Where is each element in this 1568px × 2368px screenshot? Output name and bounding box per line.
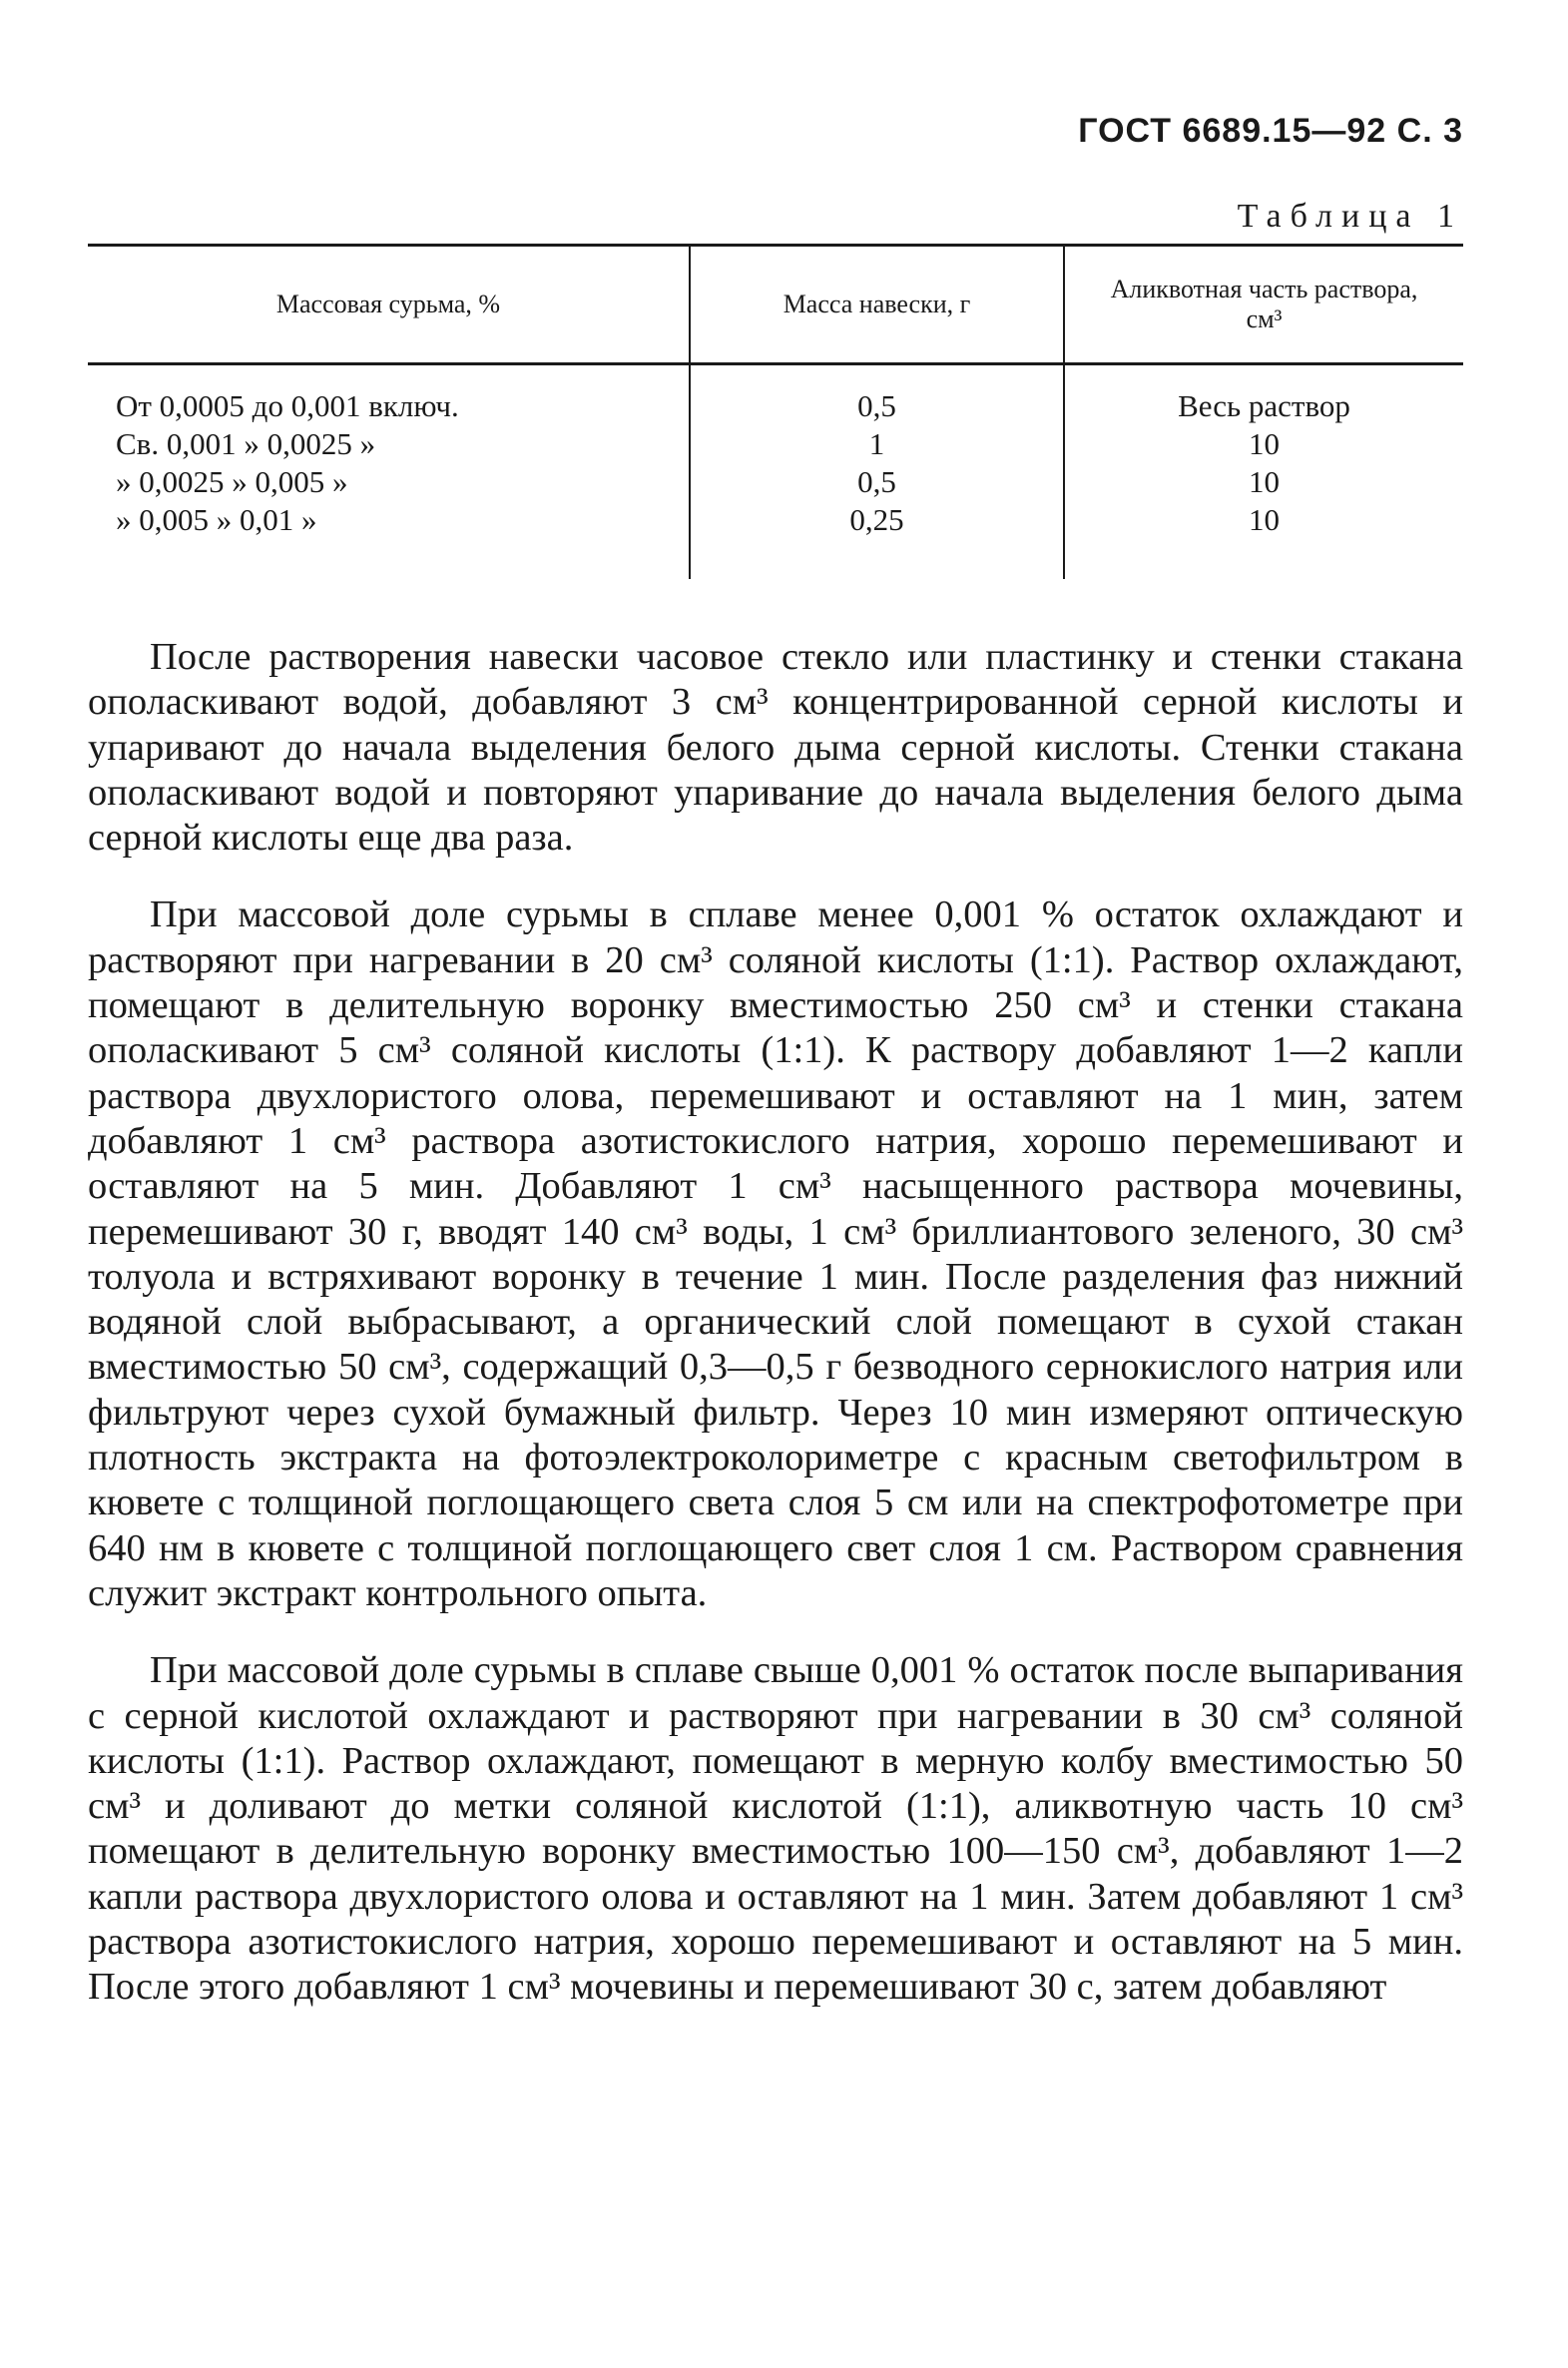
antimony-range-1: От 0,0005 до 0,001 включ. <box>116 388 459 423</box>
aliquot-header-text: Аликвотная часть раствора, см³ <box>1110 275 1418 333</box>
sample-mass-1: 0,5 <box>857 388 896 423</box>
sample-mass-4: 0,25 <box>849 502 904 537</box>
sample-mass-3: 0,5 <box>857 464 896 499</box>
column-header-aliquot <box>1064 246 1463 364</box>
antimony-range-cell <box>88 364 690 580</box>
paragraph: После растворения навески часовое стекло или пластинку и стенки стакана ополаскивают водой, добавляют 3 см³ концентрированной серной кислоты и упаривают до начала выделения белого дыма серной кислоты. Стенки стакана ополаскивают водой и повторяют упаривание до начала выделения белого дыма серной кислоты еще два раза. <box>88 636 1463 860</box>
antimony-range-2: Св. 0,001 » 0,0025 » <box>116 426 376 461</box>
sample-mass-2: 1 <box>868 426 885 461</box>
document-header: ГОСТ 6689.15—92 С. 3 <box>1078 112 1463 150</box>
aliquot-cell <box>1064 364 1463 580</box>
aliquot-3: 10 <box>1249 464 1280 499</box>
sample-mass-cell <box>690 364 1064 580</box>
aliquot-1: Весь раствор <box>1178 388 1350 423</box>
table-row <box>88 364 1463 580</box>
paragraph: При массовой доле сурьмы в сплаве свыше 0,001 % остаток после выпаривания с серной кислотой охлаждают и растворяют при нагревании в 30 см³ соляной кислоты (1:1). Раствор охлаждают, помещают в мерную колбу вместимостью 50 см³ и доливают до метки соляной кислотой (1:1), аликвотную часть 10 см³ помещают в делительную воронку вместимостью 100—150 см³, добавляют 1—2 капли раствора двухлористого олова и оставляют на 1 мин. Затем добавляют 1 см³ раствора азотистокислого натрия, хорошо перемешивают и оставляют на 5 мин. После этого добавляют 1 см³ мочевины и перемешивают 30 с, затем добавляют <box>88 1649 1463 2009</box>
data-table <box>88 244 1463 579</box>
paragraph: При массовой доле сурьмы в сплаве менее 0,001 % остаток охлаждают и растворяют при нагревании в 20 см³ соляной кислоты (1:1). Раствор охлаждают, помещают в делительную воронку вместимостью 250 см³ и стенки стакана ополаскивают 5 см³ соляной кислоты (1:1). К раствору добавляют 1—2 капли раствора двухлористого олова, перемешивают и оставляют на 1 мин, затем добавляют 1 см³ раствора азотистокислого натрия, хорошо перемешивают и оставляют на 5 мин. Добавляют 1 см³ насыщенного раствора мочевины, перемешивают 30 г, вводят 140 см³ воды, 1 см³ бриллиантового зеленого, 30 см³ толуола и встряхивают воронку в течение 1 мин. После разделения фаз нижний водяной слой выбрасывают, а органический слой помещают в сухой стакан вместимостью 50 см³, содержащий 0,3—0,5 г безводного сернокислого натрия или фильтруют через сухой бумажный фильтр. Через 10 мин измеряют оптическую плотность экстракта на фотоэлектроколориметре с красным светофильтром в кювете с толщиной поглощающего света слоя 5 см или на спектрофотометре при 640 нм в кювете с толщиной поглощающего свет слоя 1 см. Раствором сравнения служит экстракт контрольного опыта. <box>88 893 1463 1614</box>
antimony-range-3: » 0,0025 » 0,005 » <box>116 464 348 499</box>
table-header-row <box>88 246 1463 364</box>
aliquot-2: 10 <box>1249 426 1280 461</box>
column-header-antimony: Массовая сурьма, % <box>88 246 690 364</box>
antimony-range-4: » 0,005 » 0,01 » <box>116 502 317 537</box>
column-header-sample-mass: Масса навески, г <box>690 246 1064 364</box>
table-caption: Таблица 1 <box>1237 198 1463 235</box>
aliquot-4: 10 <box>1249 502 1280 537</box>
body-text <box>88 635 1463 2043</box>
